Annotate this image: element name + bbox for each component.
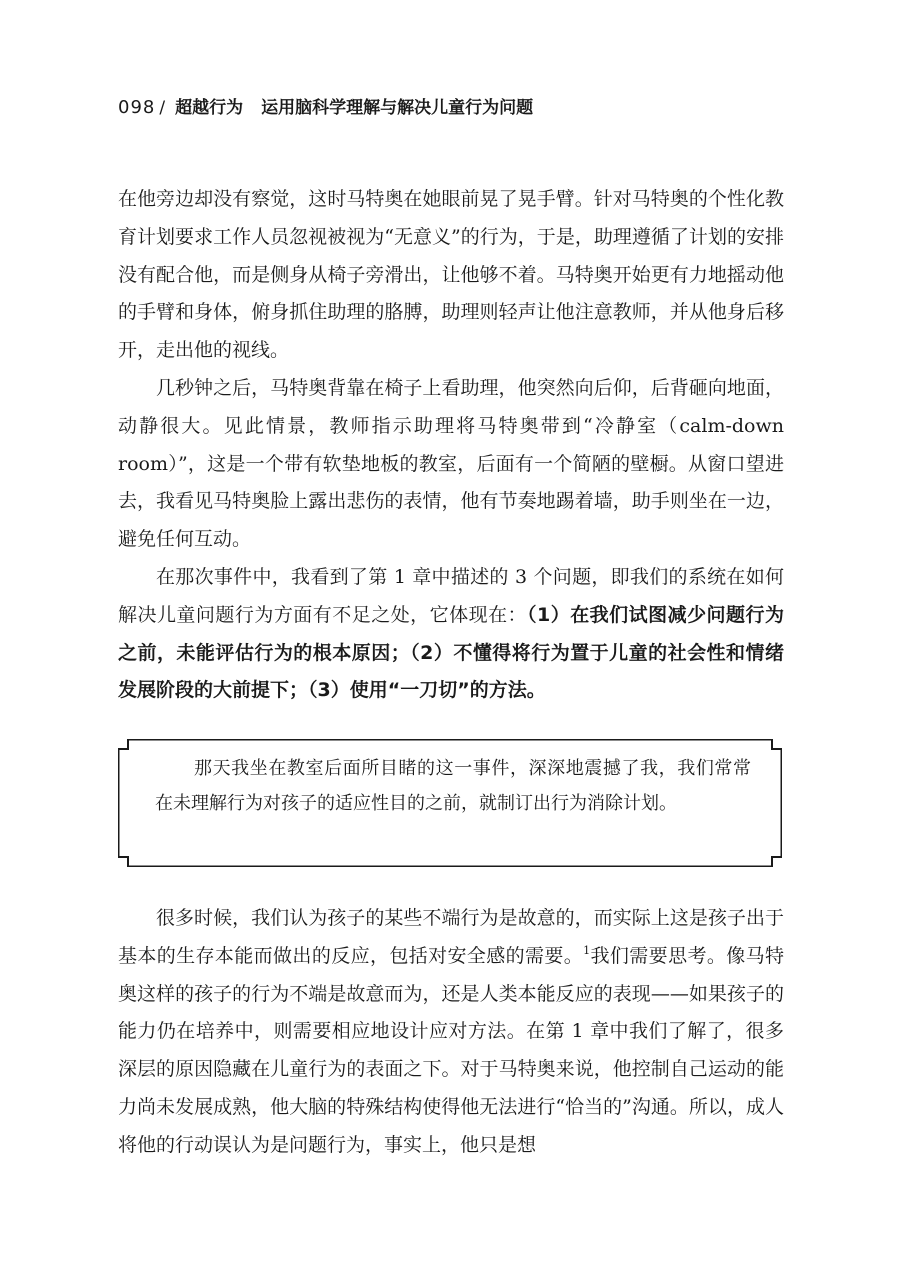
paragraph-4 [118, 900, 784, 1165]
footnote-marker[interactable]: 1 [583, 943, 591, 957]
callout-box [118, 739, 782, 867]
problem-item-3: （3）使用“一刀切”的方法。 [308, 679, 546, 702]
callout-text: 那天我坐在教室后面所目睹的这一事件，深深地震撼了我，我们常常在未理解行为对孩子的适应性目的之前，就制订出行为消除计划。 [155, 758, 751, 814]
book-subtitle: 运用脑科学理解与解决儿童行为问题 [261, 98, 534, 118]
book-title: 超越行为 [175, 98, 244, 118]
paragraph-4-part-1: 很多时候，我们认为孩子的某些不端行为是故意的，而实际上这是孩子出于基本的生存本能而做出的反应，包括对安全感的需要。 [118, 907, 784, 967]
paragraph-3-intro: 在那次事件中，我看到了第 1 章中描述的 3 个问题，即我们的系统在如何解决儿童问题行为方面有不足之处，它体现在： [118, 566, 784, 626]
paragraph-1: 在他旁边却没有察觉，这时马特奥在她眼前晃了晃手臂。针对马特奥的个性化教育计划要求工作人员忽视被视为“无意义”的行为，于是，助理遵循了计划的安排没有配合他，而是侧身从椅子旁滑出，让他够不着。马特奥开始更有力地摇动他的手臂和身体，俯身抓住助理的胳膊，助理则轻声让他注意教师，并从他身后移开，走出他的视线。 [118, 188, 784, 362]
paragraph-4-part-3: 成人将他的行动误认为是问题行为，事实上，他只是想 [118, 1095, 784, 1156]
paragraph-2: 几秒钟之后，马特奥背靠在椅子上看助理，他突然向后仰，后背砸向地面，动静很大。见此情景，教师指示助理将马特奥带到“冷静室（calm-down room）”，这是一个带有软垫地板的教室，后面有一个简陋的壁橱。从窗口望进去，我看见马特奥脸上露出悲伤的表情，他有节奏地踢着墙，助手则坐在一边，避免任何互动。 [118, 377, 784, 551]
paragraph-4-part-2: 我们需要思考。像马特奥这样的孩子的行为不端是故意而为，还是人类本能反应的表现——如果孩子的能力仍在培养中，则需要相应地设计应对方法。在第 1 章中我们了解了，很多深层的原因隐藏在儿童行为的表面之下。对于马特奥来说，他控制自己运动的能力尚未发展成熟，他大脑的特殊结构使得他无法进行“恰当的”沟通。所以， [118, 944, 784, 1118]
page-number: 098 [118, 97, 156, 118]
running-head [118, 93, 533, 118]
problem-item-1: （1）在我们试图减少问题行为之前，未能评估行为的根本原因； [118, 603, 784, 664]
problem-item-2: （2）不懂得将行为置于儿童的社会性和情绪发展阶段的大前提下； [118, 641, 784, 702]
paragraph-3 [118, 559, 784, 710]
header-separator: / [159, 98, 166, 118]
